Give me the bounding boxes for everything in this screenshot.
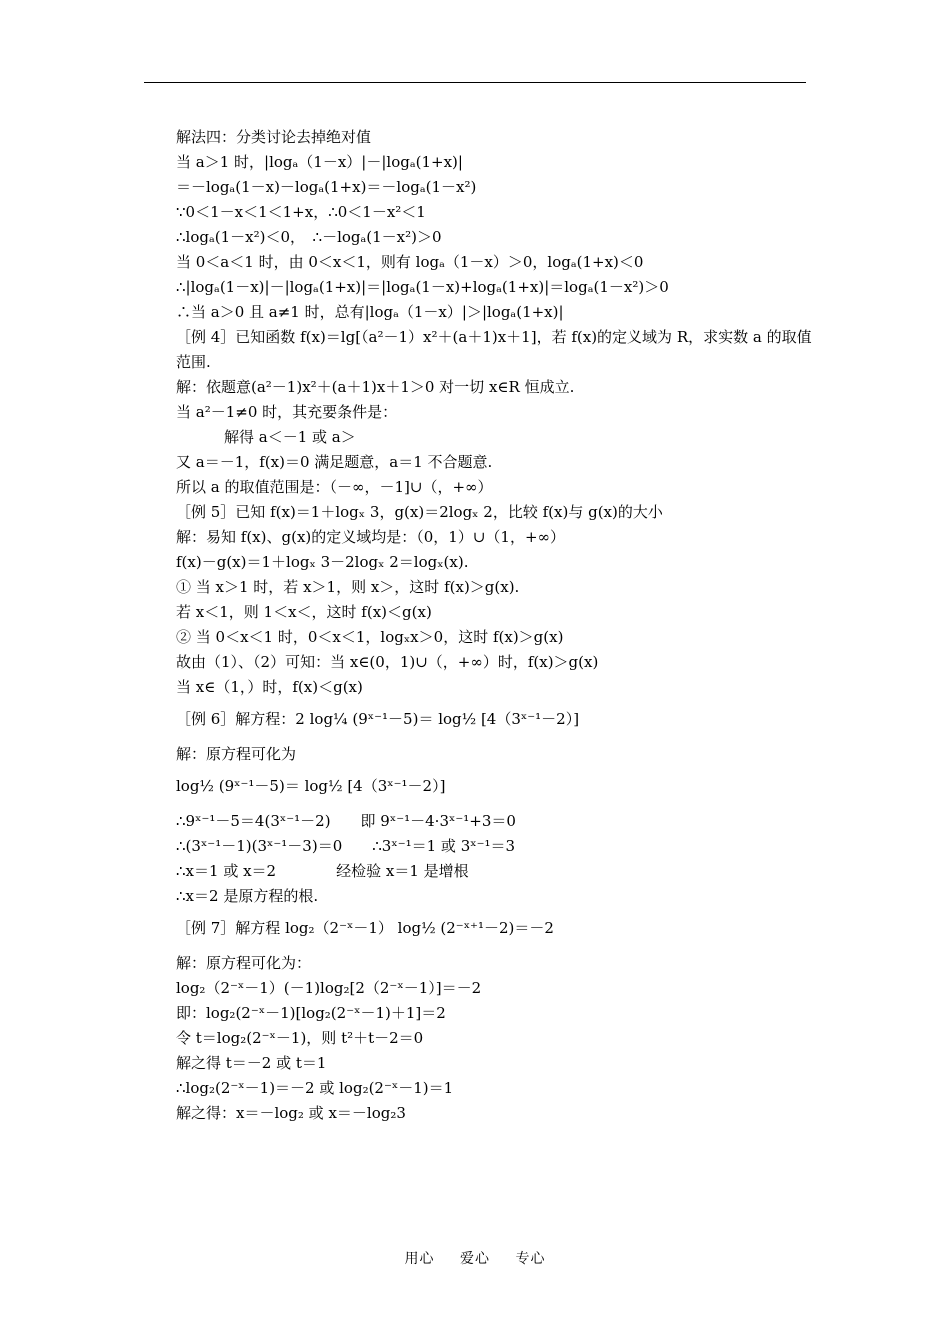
footer-word: 用心 <box>404 1251 435 1267</box>
text-line: 又 a＝－1，f(x)＝0 满足题意，a＝1 不合题意. <box>176 453 493 471</box>
text-line: ＝－logₐ(1－x)－logₐ(1+x)＝－logₐ(1－x²) <box>176 178 477 196</box>
text-line: 当 0＜a＜1 时，由 0＜x＜1，则有 logₐ（1－x）＞0，logₐ(1+x)＜0 <box>176 253 644 271</box>
example-4-statement: ［例 4］已知函数 f(x)＝lg[（a²－1）x²＋(a＋1)x＋1]，若 f(x)的定义域为 R，求实数 a 的取值范围. <box>176 328 812 371</box>
page-footer <box>0 1248 950 1268</box>
text-line: 解法四：分类讨论去掉绝对值 <box>176 128 372 146</box>
example-5-statement: ［例 5］已知 f(x)＝1＋logₓ 3，g(x)＝2logₓ 2，比较 f(x)与 g(x)的大小 <box>176 503 663 521</box>
text-line: f(x)－g(x)＝1＋logₓ 3－2logₓ 2＝logₓ(x). <box>176 553 469 571</box>
text-line: ∴当 a＞0 且 a≠1 时，总有|logₐ（1－x）|＞|logₐ(1+x)| <box>176 303 564 321</box>
text-line: 当 a²－1≠0 时，其充要条件是： <box>176 403 398 421</box>
footer-word: 爱心 <box>460 1251 490 1267</box>
text-line: 解之得 t＝－2 或 t＝1 <box>176 1054 327 1072</box>
text-line: ∴|logₐ(1－x)|－|logₐ(1+x)|＝|logₐ(1－x)+logₐ(1+x)|＝logₐ(1－x²)＞0 <box>176 278 669 296</box>
text-line: 若 x＜1，则 1＜x＜，这时 f(x)＜g(x) <box>176 603 432 621</box>
text-line: ② 当 0＜x＜1 时，0＜x＜1，logₓx＞0，这时 f(x)＞g(x) <box>176 628 564 646</box>
text-line: 当 a＞1 时，|logₐ（1－x）|－|logₐ(1+x)| <box>176 153 463 171</box>
text-line: 解：易知 f(x)、g(x)的定义域均是：（0，1）∪（1，+∞） <box>176 528 566 546</box>
text-line: ∴(3ˣ⁻¹－1)(3ˣ⁻¹－3)＝0 ∴3ˣ⁻¹＝1 或 3ˣ⁻¹＝3 <box>176 837 516 855</box>
example-6-statement: ［例 6］解方程：2 log¼ (9ˣ⁻¹－5)＝ log½ [4（3ˣ⁻¹－2）] <box>176 710 580 728</box>
text-line: 所以 a 的取值范围是：（－∞，－1]∪（，+∞） <box>176 478 493 496</box>
text-line: 解之得：x＝－log₂ 或 x＝－log₂3 <box>176 1104 406 1122</box>
text-line: ∵0＜1－x＜1＜1+x，∴0＜1－x²＜1 <box>176 203 426 221</box>
text-line: 令 t＝log₂(2⁻ˣ－1)，则 t²＋t－2＝0 <box>176 1029 424 1047</box>
text-line: 故由（1）、（2）可知：当 x∈(0，1)∪（，+∞）时，f(x)＞g(x) <box>176 653 599 671</box>
footer-word: 专心 <box>515 1251 546 1267</box>
text-line: ① 当 x＞1 时，若 x＞1，则 x＞，这时 f(x)＞g(x). <box>176 578 520 596</box>
text-line: ∴logₐ(1－x²)＜0， ∴－logₐ(1－x²)＞0 <box>176 228 442 246</box>
text-line: 解得 a＜－1 或 a＞ <box>224 428 356 446</box>
text-line: ∴9ˣ⁻¹－5＝4(3ˣ⁻¹－2) 即 9ˣ⁻¹－4·3ˣ⁻¹+3＝0 <box>176 812 516 830</box>
example-7-statement: ［例 7］解方程 log₂（2⁻ˣ－1） log½ (2⁻ˣ⁺¹－2)＝－2 <box>176 919 554 937</box>
text-line: 即：log₂(2⁻ˣ－1)[log₂(2⁻ˣ－1)＋1]＝2 <box>176 1004 446 1022</box>
text-line: ∴x＝1 或 x＝2 经检验 x＝1 是增根 <box>176 862 469 880</box>
text-line: 解：依题意(a²－1)x²＋(a＋1)x＋1＞0 对一切 x∈R 恒成立. <box>176 378 575 396</box>
text-line: 解：原方程可化为： <box>176 954 312 972</box>
header-rule <box>144 82 806 83</box>
equation-line: log½ (9ˣ⁻¹－5)＝ log½ [4（3ˣ⁻¹－2）] <box>176 777 446 795</box>
text-line: 解：原方程可化为 <box>176 745 297 763</box>
text-line: log₂（2⁻ˣ－1）(－1)log₂[2（2⁻ˣ－1）]＝－2 <box>176 979 482 997</box>
text-line: ∴x＝2 是原方程的根. <box>176 887 319 905</box>
text-line: 当 x∈（1，）时，f(x)＜g(x) <box>176 678 363 696</box>
text-line: ∴log₂(2⁻ˣ－1)＝－2 或 log₂(2⁻ˣ－1)＝1 <box>176 1079 454 1097</box>
document-body <box>176 125 816 1126</box>
